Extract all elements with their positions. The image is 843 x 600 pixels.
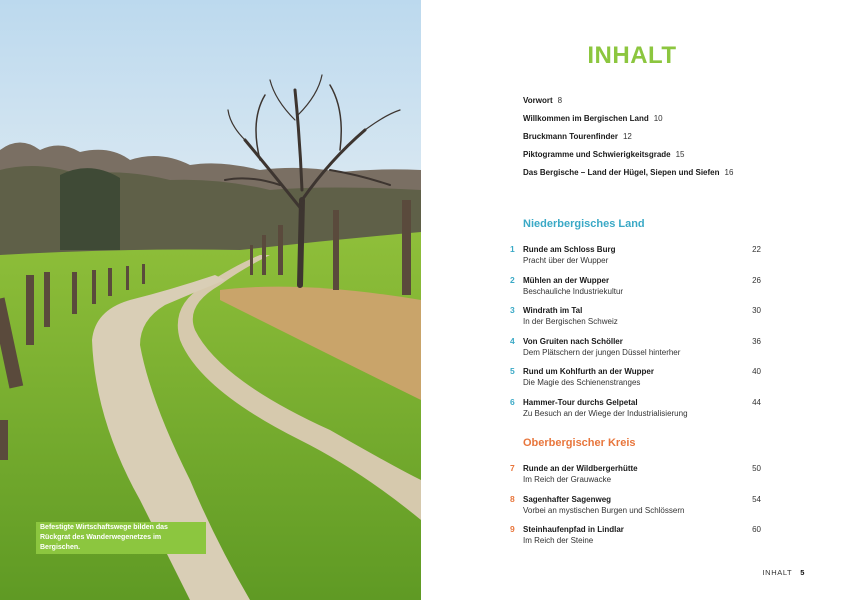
tour-title: Hammer-Tour durchs Gelpetal xyxy=(523,397,638,407)
toc-entry-title: Vorwort xyxy=(523,96,553,105)
intro-list xyxy=(523,96,733,186)
toc-entry-page: 16 xyxy=(724,168,734,177)
tour-page: 26 xyxy=(752,275,761,285)
tour-subtitle: Zu Besuch an der Wiege der Industrialisierung xyxy=(523,408,688,418)
toc-entry-title: Bruckmann Tourenfinder xyxy=(523,132,618,141)
tour-page: 22 xyxy=(752,245,761,254)
tour-entry[interactable] xyxy=(503,305,761,336)
toc-entry[interactable] xyxy=(523,168,733,186)
footer-label: INHALT xyxy=(762,568,793,577)
tour-title: Runde am Schloss Burg xyxy=(523,245,616,254)
tour-number: 6 xyxy=(510,396,515,407)
tour-subtitle: Im Reich der Steine xyxy=(523,536,594,545)
landscape-photo xyxy=(0,0,421,600)
toc-entry[interactable] xyxy=(523,114,733,132)
toc-entry-title: Das Bergische – Land der Hügel, Siepen und Siefen xyxy=(523,168,720,177)
tour-title: Steinhaufenpfad in Lindlar xyxy=(523,525,624,534)
toc-entry-page: 8 xyxy=(557,96,563,105)
tour-subtitle: Vorbei an mystischen Burgen und Schlössern xyxy=(523,505,685,515)
tour-subtitle: Pracht über der Wupper xyxy=(523,256,609,265)
tour-number: 1 xyxy=(510,244,515,254)
toc-entry-page: 12 xyxy=(622,132,632,141)
landscape-illustration xyxy=(0,0,421,600)
toc-entry[interactable] xyxy=(523,150,733,168)
toc-entry-title: Piktogramme und Schwierigkeitsgrade xyxy=(523,150,671,159)
page-number: 5 xyxy=(800,568,805,577)
tour-subtitle: Die Magie des Schienenstranges xyxy=(523,378,641,387)
tour-title: Mühlen an der Wupper xyxy=(523,275,610,285)
tour-title: Von Gruiten nach Schöller xyxy=(523,336,623,346)
toc-entry-title: Willkommen im Bergischen Land xyxy=(523,114,649,123)
tour-entry[interactable] xyxy=(503,524,761,555)
tour-entry[interactable] xyxy=(503,336,761,367)
tour-entry[interactable] xyxy=(503,463,761,494)
tour-entry[interactable] xyxy=(503,244,761,275)
toc-entry-page: 10 xyxy=(653,114,663,123)
tour-number: 4 xyxy=(510,335,515,346)
tour-entry[interactable] xyxy=(503,397,761,428)
tour-list xyxy=(503,244,761,427)
toc-entry-page: 15 xyxy=(675,150,685,159)
tour-list xyxy=(503,463,761,555)
tour-page: 36 xyxy=(752,336,761,346)
tour-number: 7 xyxy=(510,463,515,473)
page-title: INHALT xyxy=(587,42,677,69)
page-footer xyxy=(763,568,806,577)
tour-page: 54 xyxy=(752,494,761,504)
tour-subtitle: Dem Plätschern der jungen Düssel hinterher xyxy=(523,347,681,357)
tour-number: 2 xyxy=(510,274,515,285)
tour-title: Runde an der Wildbergerhütte xyxy=(523,464,638,473)
tour-subtitle: Im Reich der Grauwacke xyxy=(523,475,612,484)
caption-line: Rückgrat des Wanderwegenetzes im Bergischen. xyxy=(40,534,162,551)
tour-page: 30 xyxy=(752,306,761,315)
tour-entry[interactable] xyxy=(503,366,761,397)
section-title: Oberbergischer Kreis xyxy=(523,437,636,449)
tour-subtitle: In der Bergischen Schweiz xyxy=(523,317,618,326)
tour-number: 5 xyxy=(510,366,515,376)
tour-number: 8 xyxy=(510,493,515,504)
tour-number: 3 xyxy=(510,305,515,315)
tour-title: Windrath im Tal xyxy=(523,306,583,315)
toc-entry[interactable] xyxy=(523,132,733,150)
tour-title: Rund um Kohlfurth an der Wupper xyxy=(523,367,654,376)
tour-subtitle: Beschauliche Industriekultur xyxy=(523,286,624,296)
tour-entry[interactable] xyxy=(503,275,761,306)
photo-caption xyxy=(36,522,206,554)
tour-entry[interactable] xyxy=(503,494,761,525)
tour-page: 40 xyxy=(752,367,761,376)
table-of-contents-page xyxy=(421,0,843,600)
tour-number: 9 xyxy=(510,524,515,534)
tour-title: Sagenhafter Sagenweg xyxy=(523,494,612,504)
section-title: Niederbergisches Land xyxy=(523,218,645,230)
tour-page: 44 xyxy=(752,397,761,407)
toc-entry[interactable] xyxy=(523,96,733,114)
tour-page: 50 xyxy=(752,464,761,473)
caption-line: Befestigte Wirtschaftswege bilden das xyxy=(40,524,168,531)
tour-page: 60 xyxy=(752,525,761,534)
